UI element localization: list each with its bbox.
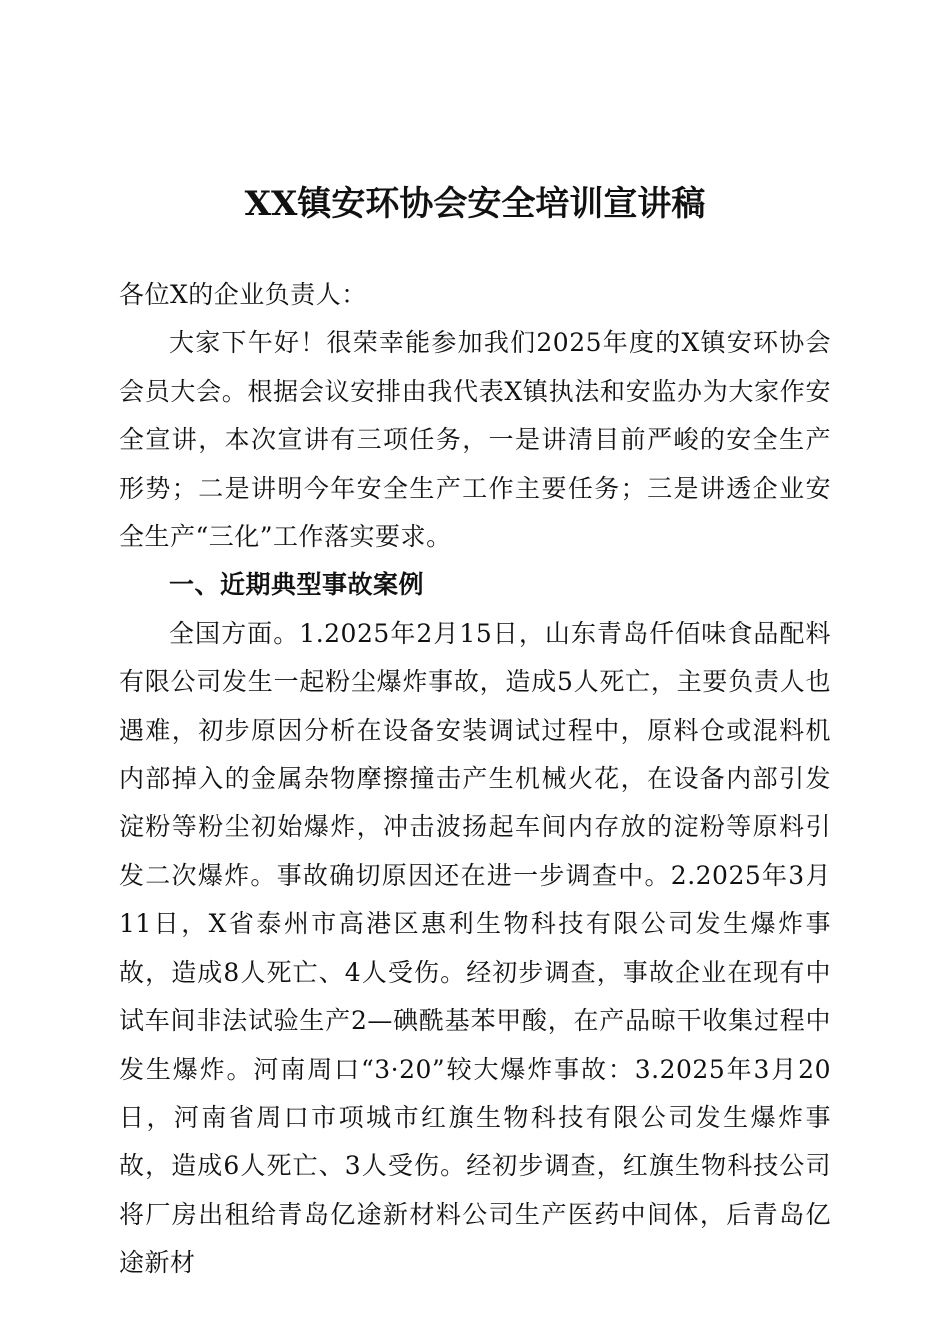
intro-paragraph: 大家下午好！很荣幸能参加我们2025年度的X镇安环协会会员大会。根据会议安排由我代表X镇执法和安监办为大家作安全宣讲，本次宣讲有三项任务，一是讲清目前严峻的安全生产形势；二是讲明今年安全生产工作主要任务；三是讲透企业安全生产“三化”工作落实要求。: [119, 328, 831, 552]
salutation: 各位X的企业负责人：: [119, 280, 367, 309]
document-title: XX镇安环协会安全培训宣讲稿: [244, 184, 706, 224]
section-heading: 一、近期典型事故案例: [169, 570, 425, 600]
document-body: [119, 271, 831, 1288]
section-paragraph: 全国方面。1.2025年2月15日，山东青岛仟佰味食品配料有限公司发生一起粉尘爆炸事故，造成5人死亡，主要负责人也遇难，初步原因分析在设备安装调试过程中，原料仓或混料机内部掉入的金属杂物摩擦撞击产生机械火花，在设备内部引发淀粉等粉尘初始爆炸，冲击波扬起车间内存放的淀粉等原料引发二次爆炸。事故确切原因还在进一步调查中。2.2025年3月11日，X省泰州市高港区惠利生物科技有限公司发生爆炸事故，造成8人死亡、4人受伤。经初步调查，事故企业在现有中试车间非法试验生产2—碘酰基苯甲酸，在产品晾干收集过程中发生爆炸。河南周口“3·20”较大爆炸事故：3.2025年3月20日，河南省周口市项城市红旗生物科技有限公司发生爆炸事故，造成6人死亡、3人受伤。经初步调查，红旗生物科技公司将厂房出租给青岛亿途新材料公司生产医药中间体，后青岛亿途新材: [119, 618, 831, 1278]
